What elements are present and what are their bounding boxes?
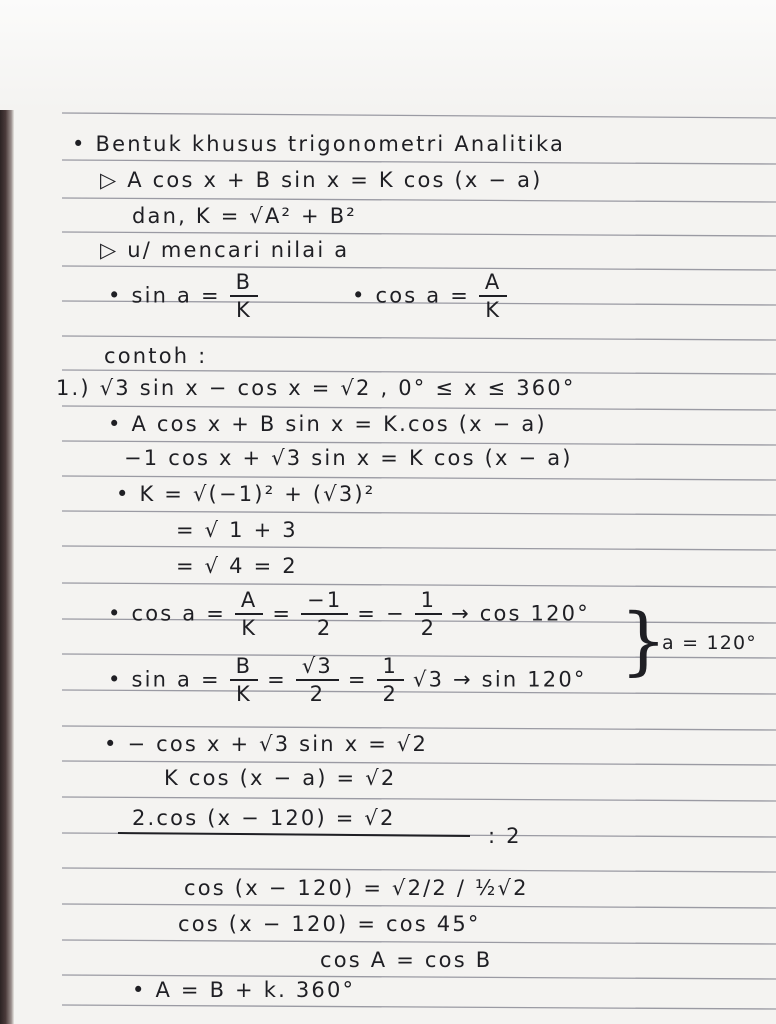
- k-calc-line-2: = √ 1 + 3: [176, 518, 298, 542]
- step-5: cos (x − 120) = cos 45°: [178, 912, 481, 936]
- sin-a-label: • sin a =: [108, 283, 230, 308]
- cos-a-frac-1: [235, 590, 264, 639]
- a-result: a = 120°: [662, 632, 758, 654]
- sin-a-frac-2: [296, 656, 339, 705]
- cos-a-fraction: [479, 272, 508, 321]
- cos-a-frac-2-num: −1: [301, 590, 348, 615]
- example-problem: 1.) √3 sin x − cos x = √2 , 0° ≤ x ≤ 360°: [56, 376, 576, 400]
- k-calc-line-1: • K = √(−1)² + (√3)²: [116, 482, 376, 506]
- step-7: • A = B + k. 360°: [132, 978, 356, 1002]
- step-3: 2.cos (x − 120) = √2: [132, 806, 396, 830]
- cos-a-frac-1-den: K: [241, 616, 258, 640]
- sin-a-ratio: [108, 272, 258, 321]
- sin-a-frac-1-num: B: [230, 656, 259, 681]
- sin-a-frac-3-den: 2: [382, 682, 399, 706]
- step-3-divide: : 2: [488, 824, 522, 848]
- cos-a-eq-2: = −: [357, 601, 415, 626]
- sin-a-numerator: B: [230, 272, 259, 297]
- right-brace: }: [620, 598, 668, 684]
- substituted-line: −1 cos x + √3 sin x = K cos (x − a): [124, 446, 573, 470]
- sin-a-result: √3 → sin 120°: [412, 667, 587, 692]
- step-2: K cos (x − a) = √2: [164, 766, 397, 790]
- section-title: • Bentuk khusus trigonometri Analitika: [72, 132, 566, 156]
- sin-a-eq-1: =: [267, 667, 296, 692]
- cos-a-frac-3-num: 1: [415, 590, 443, 615]
- sin-a-denominator: K: [235, 298, 252, 322]
- cos-a-frac-2: [301, 590, 348, 639]
- cos-a-label: • cos a =: [352, 283, 479, 308]
- sin-a-fraction: [230, 272, 259, 321]
- cos-a-eq-1: =: [272, 601, 302, 626]
- cos-a-numerator: A: [479, 272, 508, 297]
- sin-a-eq-2: =: [347, 667, 377, 692]
- sin-a-calc-label: • sin a =: [108, 667, 230, 692]
- cos-a-frac-3-den: 2: [420, 616, 437, 640]
- step-6: cos A = cos B: [320, 948, 493, 972]
- sin-a-frac-2-num: √3: [296, 656, 339, 681]
- general-formula: ▷ A cos x + B sin x = K cos (x − a): [100, 168, 543, 192]
- cos-a-frac-3: [415, 590, 443, 639]
- cos-a-result: → cos 120°: [451, 601, 590, 626]
- cos-a-ratio: [352, 272, 507, 321]
- example-heading: contoh :: [104, 344, 208, 368]
- find-a-note: ▷ u/ mencari nilai a: [100, 238, 350, 262]
- sin-a-frac-1-den: K: [235, 682, 252, 706]
- sin-a-frac-3: [377, 656, 405, 705]
- cos-a-frac-2-den: 2: [316, 616, 333, 640]
- step-4: cos (x − 120) = √2/2 / ½√2: [184, 876, 529, 900]
- cos-a-calc-label: • cos a =: [108, 601, 235, 626]
- cos-a-frac-1-num: A: [235, 590, 264, 615]
- cos-a-computation: [108, 590, 590, 639]
- k-calc-line-3: = √ 4 = 2: [176, 554, 298, 578]
- sin-a-frac-1: [230, 656, 259, 705]
- k-definition: dan, K = √A² + B²: [132, 204, 357, 228]
- sin-a-frac-2-den: 2: [309, 682, 326, 706]
- step-1: • − cos x + √3 sin x = √2: [104, 732, 429, 756]
- cos-a-denominator: K: [485, 298, 502, 322]
- sin-a-frac-3-num: 1: [377, 656, 405, 681]
- sin-a-computation: [108, 656, 587, 705]
- general-form-line: • A cos x + B sin x = K.cos (x − a): [108, 412, 547, 436]
